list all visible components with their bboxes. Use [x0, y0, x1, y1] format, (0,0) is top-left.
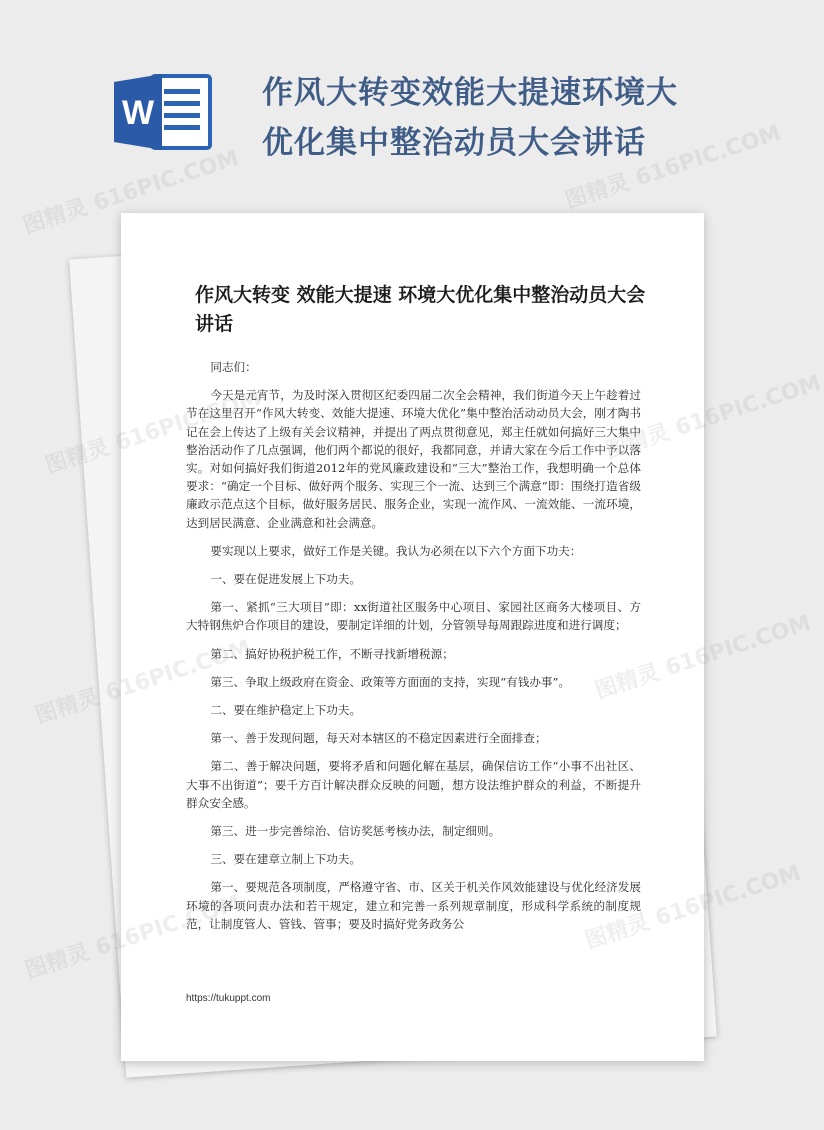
- page-title: [262, 68, 782, 168]
- greeting: 同志们：: [210, 360, 257, 374]
- source-url: https://tukuppt.com: [186, 993, 271, 1004]
- watermark: 616PIC.COM: [652, 860, 805, 932]
- svg-text:W: W: [121, 94, 155, 132]
- paragraph: 要实现以上要求，做好工作是关键。我认为必须在以下六个方面下功夫：: [210, 543, 582, 558]
- paragraph: 第二、善于解决问题，要将矛盾和问题化解在基层，确保信访工作“小事不出社区、大事不出街道”；要千方百计解决群众反映的问题，想方设法维护群众的利益，不断提升群众安全感。: [186, 759, 641, 810]
- header: [0, 0, 800, 200]
- word-document-icon: [112, 72, 214, 152]
- watermark: 图精灵 616PIC.COM: [20, 145, 243, 240]
- paragraph: 第一、要规范各项制度，严格遵守省、市、区关于机关作风效能建设与优化经济发展环境的各项问责办法和若干规定，建立和完善一系列规章制度，形成科学系统的制度规范，让制度管人、管钱、管事；要及时搞好党务政务公: [186, 880, 641, 931]
- document-page: [121, 213, 704, 1061]
- paragraph: 第一、善于发现问题，每天对本辖区的不稳定因素进行全面排查；: [210, 731, 547, 746]
- section-heading: 一、要在促进发展上下功夫。: [210, 572, 362, 587]
- paragraph: 第一、紧抓“三大项目”即：xx街道社区服务中心项目、家园社区商务大楼项目、方大特钢焦炉合作项目的建设，要制定详细的计划，分管领导每周跟踪进度和进行调度；: [186, 600, 641, 633]
- paragraph: 今天是元宵节，为及时深入贯彻区纪委四届二次全会精神，我们街道今天上午趁着过节在这里召开“作风大转变、效能大提速、环境大优化”集中整治活动动员大会，刚才陶书记在会上传达了上级有关会议精神，并提出了两点贯彻意见，郑主任就如何搞好三大集中整治活动作了几点强调，他们两个都说的很好，我都同意，并请大家在今后工作中予以落实。对如何搞好我们街道2012年的党风廉政建设和“三大”整治工作，我想明确一个总体要求：“确定一个目标、做好两个服务、实现三个一流、达到三个满意”即：围绕打造省级廉政示范点这个目标，做好服务居民、服务企业，实现一流作风、一流效能、一流环境，达到居民满意、企业满意和社会满意。: [186, 388, 641, 530]
- watermark: 图精灵: [32, 684, 103, 730]
- document-body: [186, 358, 641, 943]
- paragraph: 第三、进一步完善综治、信访奖惩考核办法，制定细则。: [210, 824, 501, 839]
- watermark: 图精灵: [42, 434, 113, 480]
- title-line-2: 优化集中整治动员大会讲话: [262, 125, 646, 161]
- document-title: 作风大转变 效能大提速 环境大优化集中整治动员大会讲话: [195, 284, 646, 335]
- title-line-1: 作风大转变效能大提速环境大: [262, 75, 678, 111]
- watermark: 图精灵 616PIC.COM: [602, 370, 824, 465]
- watermark: 616PIC.COM: [662, 610, 815, 682]
- watermark: 图精灵 616PIC.COM: [562, 120, 785, 215]
- paragraph: 第二、搞好协税护税工作，不断寻找新增税源；: [210, 646, 454, 661]
- section-heading: 二、要在维护稳定上下功夫。: [210, 703, 362, 718]
- section-heading: 三、要在建章立制上下功夫。: [210, 852, 362, 867]
- paragraph: 第三、争取上级政府在资金、政策等方面面的支持，实现“有钱办事”。: [210, 674, 571, 689]
- watermark: 图精灵: [22, 939, 93, 985]
